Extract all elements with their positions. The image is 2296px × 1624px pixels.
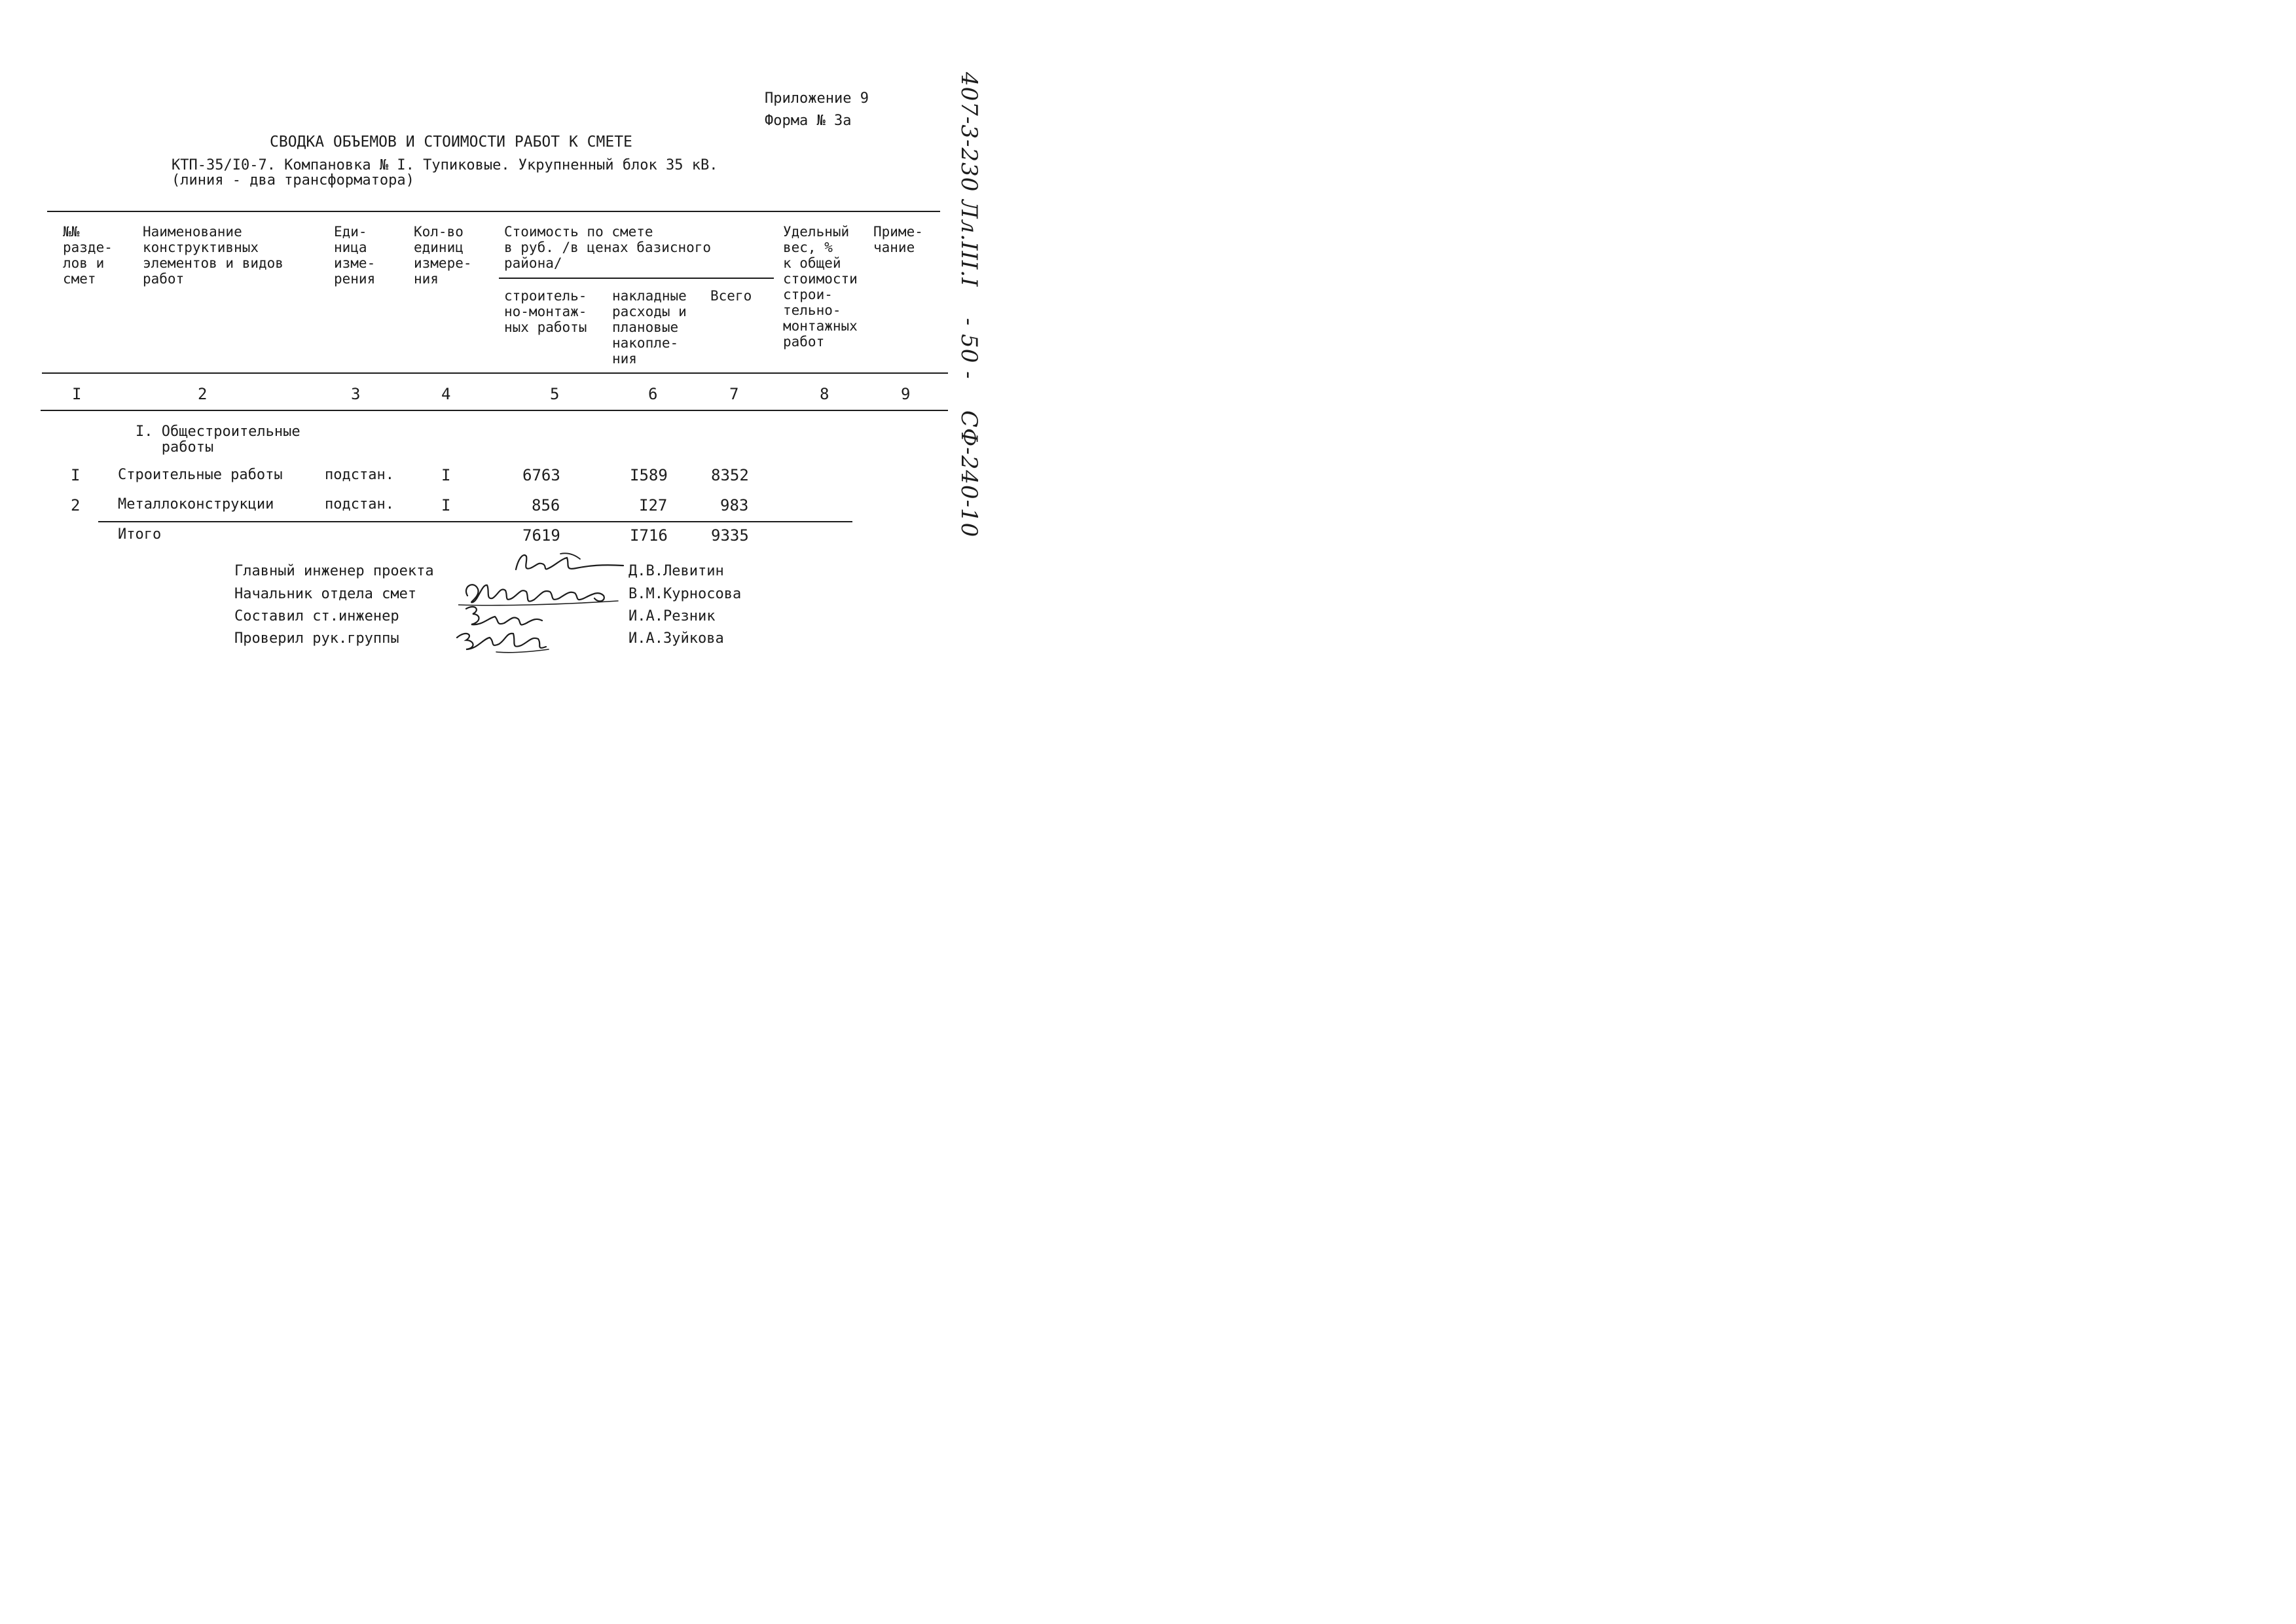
- signature-name: Д.В.Левитин: [629, 563, 724, 579]
- appendix-label: Приложение 9: [765, 90, 869, 107]
- row-overhead: I589: [630, 466, 668, 484]
- column-number: 4: [441, 385, 451, 403]
- header-construction-cost: строитель- но-монтаж- ных работы: [504, 288, 587, 335]
- column-number: 7: [729, 385, 739, 403]
- document-subtitle-line2: (линия - два трансформатора): [172, 172, 414, 189]
- signature-name: И.А.Резник: [629, 608, 716, 624]
- column-number: 2: [198, 385, 208, 403]
- row-number: I: [71, 466, 81, 484]
- column-number: 5: [550, 385, 560, 403]
- handwritten-signature-chief-engineer: [504, 545, 635, 577]
- total-construction-cost: 7619: [522, 526, 560, 545]
- total-sum: 9335: [711, 526, 749, 545]
- signature-name: И.А.Зуйкова: [629, 630, 724, 647]
- total-label: Итого: [118, 526, 162, 543]
- document-subtitle: КТП-35/I0-7. Компановка № I. Тупиковые. Укрупненный блок 35 кВ.: [172, 157, 718, 173]
- cost-subheader-rule: [499, 278, 774, 279]
- document-title: СВОДКА ОБЪЕМОВ И СТОИМОСТИ РАБОТ К СМЕТЕ: [270, 134, 632, 151]
- row-total: 983: [720, 496, 749, 514]
- column-number: 3: [351, 385, 361, 403]
- column-number: 9: [901, 385, 911, 403]
- header-note: Приме- чание: [873, 224, 923, 255]
- row-construction-cost: 856: [532, 496, 560, 514]
- column-number: I: [72, 385, 82, 403]
- header-overhead: накладные расходы и плановые накопле- ния: [612, 288, 687, 367]
- header-element-name: Наименование конструктивных элементов и видов работ: [143, 224, 283, 287]
- row-name: Строительные работы: [118, 467, 283, 483]
- section-title: I. Общестроительные работы: [136, 424, 301, 456]
- margin-annotation: 407-3-230 Лл.III.I - 50 - СФ-240-10: [956, 72, 982, 538]
- table-top-rule: [47, 211, 940, 212]
- column-number: 6: [648, 385, 658, 403]
- signature-role: Начальник отдела смет: [234, 586, 417, 602]
- row-unit: подстан.: [325, 496, 394, 513]
- row-quantity: I: [441, 496, 451, 514]
- handwritten-signature-group-head: [450, 623, 555, 656]
- row-construction-cost: 6763: [522, 466, 560, 484]
- header-share-percent: Удельный вес, % к общей стоимости строи- тельно- монтажных работ: [783, 224, 858, 350]
- header-cost-group: Стоимость по смете в руб. /в ценах базисного района/: [504, 224, 712, 271]
- header-total: Всего: [710, 288, 752, 304]
- row-quantity: I: [441, 466, 451, 484]
- row-number: 2: [71, 496, 81, 514]
- form-label: Форма № 3а: [765, 113, 852, 129]
- document-page: [0, 0, 1017, 720]
- column-number: 8: [820, 385, 829, 403]
- header-unit: Еди- ница изме- рения: [334, 224, 376, 287]
- header-bottom-rule: [42, 372, 948, 374]
- subtotal-rule: [98, 521, 852, 522]
- header-section-number: №№ разде- лов и смет: [63, 224, 113, 287]
- row-overhead: I27: [639, 496, 668, 514]
- row-unit: подстан.: [325, 467, 394, 483]
- total-overhead: I716: [630, 526, 668, 545]
- signature-role: Главный инженер проекта: [234, 563, 434, 579]
- row-name: Металлоконструкции: [118, 496, 274, 513]
- row-total: 8352: [711, 466, 749, 484]
- signature-role: Проверил рук.группы: [234, 630, 399, 647]
- signature-role: Составил ст.инженер: [234, 608, 399, 624]
- signature-name: В.М.Курносова: [629, 586, 742, 602]
- header-quantity: Кол-во единиц измере- ния: [414, 224, 472, 287]
- column-numbers-rule: [41, 410, 948, 411]
